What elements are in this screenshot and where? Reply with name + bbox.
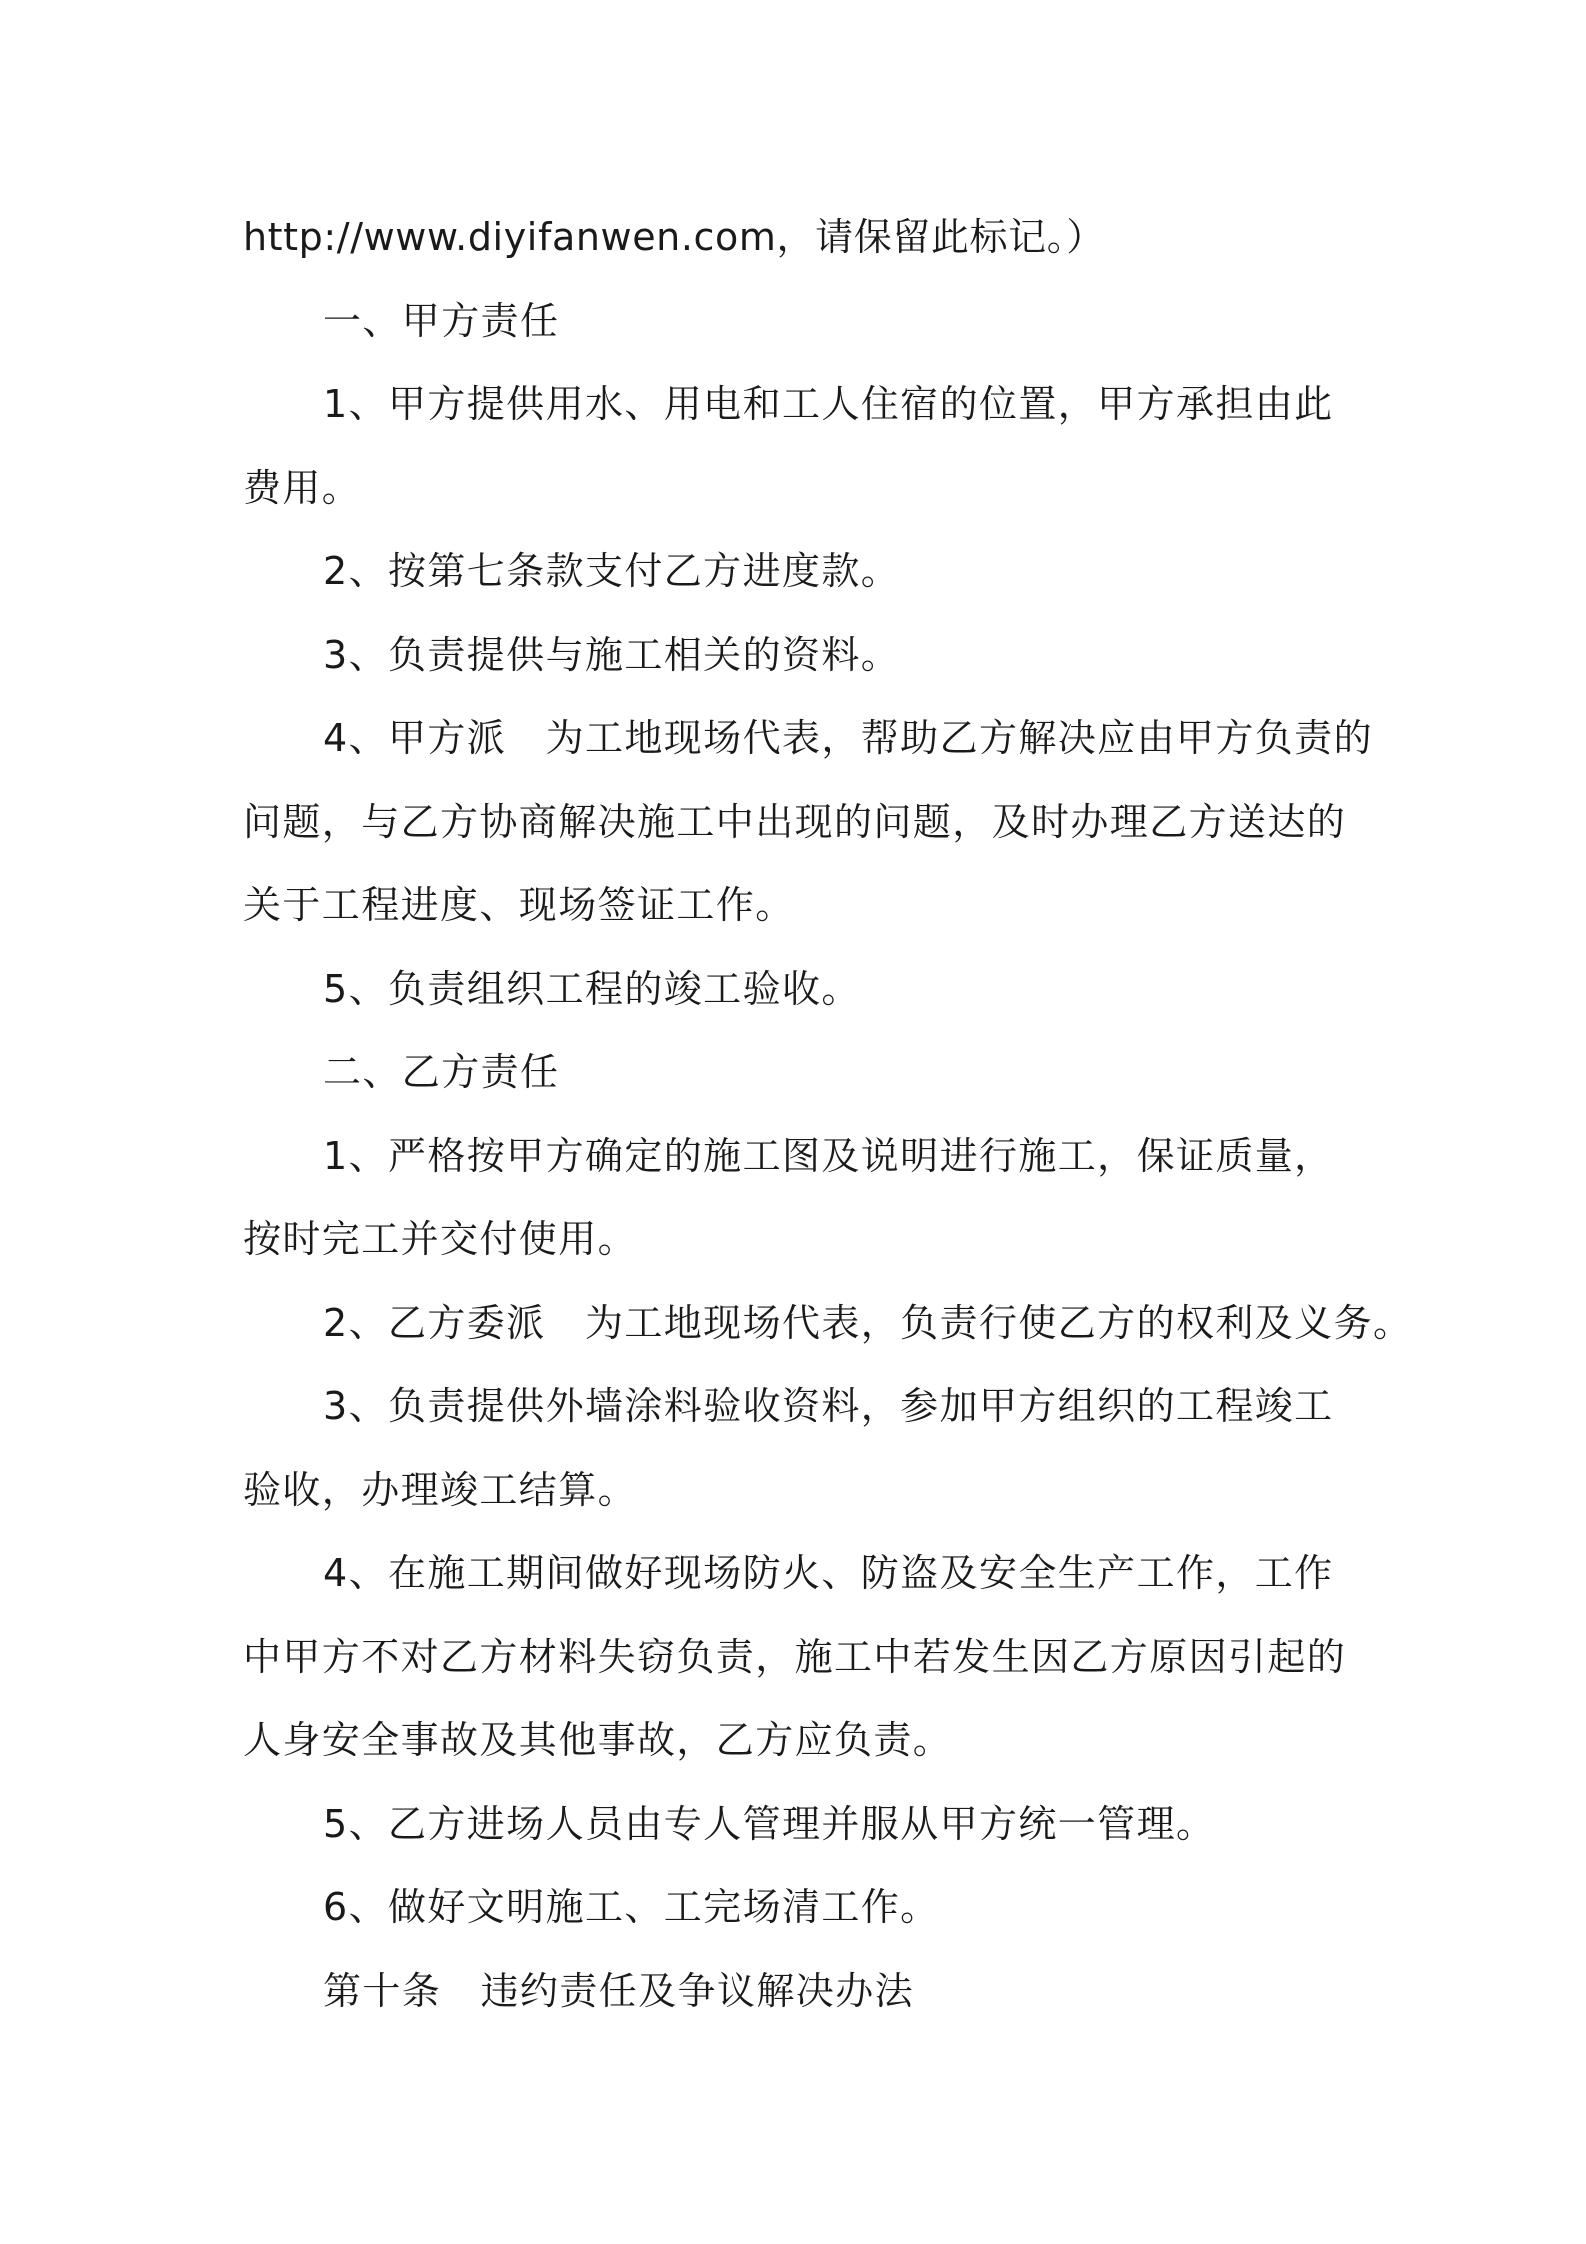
- text-line: 4、甲方派 为工地现场代表，帮助乙方解决应由甲方负责的: [323, 716, 1373, 760]
- section-heading: 一、甲方责任: [323, 298, 560, 343]
- text-line: 费用。: [243, 465, 362, 510]
- text-line: 人身安全事故及其他事故，乙方应负责。: [243, 1718, 953, 1762]
- text-line: 中甲方不对乙方材料失窃负责，施工中若发生因乙方原因引起的: [243, 1634, 1347, 1679]
- text-line: 4、在施工期间做好现场防火、防盗及安全生产工作，工作: [323, 1551, 1334, 1595]
- article-heading: 第十条 违约责任及争议解决办法: [323, 1968, 915, 2013]
- text-line: 5、乙方进场人员由专人管理并服从甲方统一管理。: [323, 1801, 1216, 1846]
- text-line: 验收，办理竣工结算。: [243, 1467, 638, 1512]
- text-line: 6、做好文明施工、工完场清工作。: [323, 1885, 940, 1929]
- text-line: http://www.diyifanwen.com，请保留此标记。）: [243, 215, 1105, 259]
- text-line: 3、负责提供与施工相关的资料。: [323, 632, 901, 677]
- section-heading: 二、乙方责任: [323, 1050, 560, 1094]
- text-line: 问题，与乙方协商解决施工中出现的问题，及时办理乙方送达的: [243, 799, 1347, 844]
- text-line: 1、甲方提供用水、用电和工人住宿的位置，甲方承担由此: [323, 382, 1334, 426]
- text-line: 2、乙方委派 为工地现场代表，负责行使乙方的权利及义务。: [323, 1300, 1413, 1345]
- text-line: 关于工程进度、现场签证工作。: [243, 883, 795, 927]
- text-line: 按时完工并交付使用。: [243, 1217, 638, 1261]
- text-line: 5、负责组织工程的竣工验收。: [323, 966, 861, 1011]
- document-body: [243, 196, 1413, 2033]
- text-line: 3、负责提供外墙涂料验收资料，参加甲方组织的工程竣工: [323, 1384, 1334, 1428]
- text-line: 2、按第七条款支付乙方进度款。: [323, 549, 901, 593]
- text-line: 1、严格按甲方确定的施工图及说明进行施工，保证质量，: [323, 1133, 1334, 1178]
